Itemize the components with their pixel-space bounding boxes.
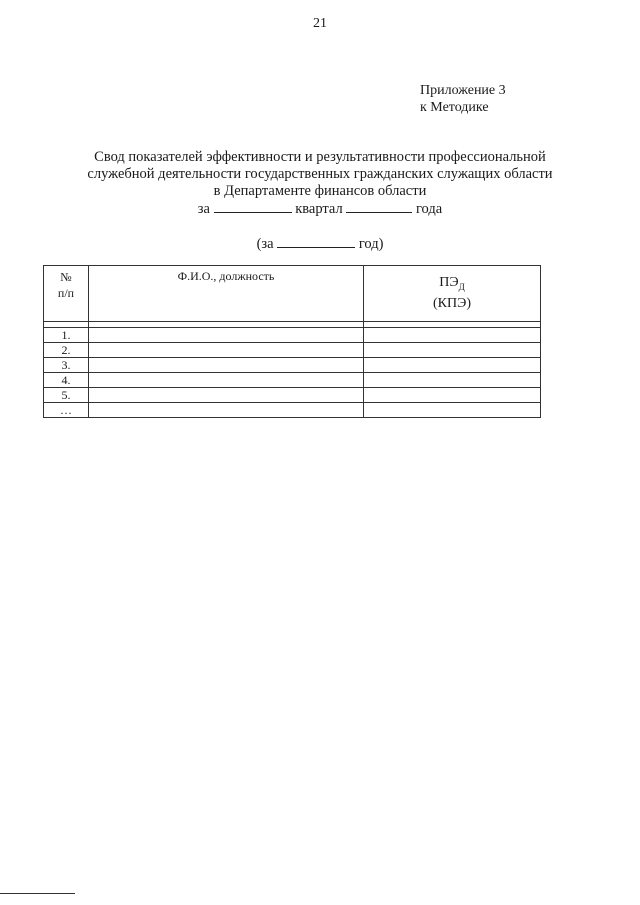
- row-number: …: [44, 403, 89, 418]
- page-number: 21: [313, 16, 327, 31]
- header-ped-kpe: (КПЭ): [432, 296, 471, 312]
- appendix-title: Приложение 3: [420, 83, 506, 98]
- row-number: 2.: [44, 343, 89, 358]
- title-line-3: в Департаменте финансов области: [213, 183, 427, 199]
- table-row: [44, 388, 541, 403]
- annual-period-line: [0, 235, 640, 253]
- row-name-cell: [89, 373, 364, 388]
- appendix-subtitle: к Методике: [420, 100, 489, 115]
- table-row: [44, 373, 541, 388]
- annual-prefix: (за: [256, 236, 274, 252]
- header-ped-sub: Д: [458, 281, 465, 292]
- row-name-cell: [89, 403, 364, 418]
- header-number: [44, 266, 89, 322]
- header-number-abbr: п/п: [57, 286, 75, 300]
- row-number: 4.: [44, 373, 89, 388]
- row-number: 5.: [44, 388, 89, 403]
- quarter-blank: [214, 200, 292, 213]
- title-line-1: Свод показателей эффективности и результативности профессиональной: [94, 149, 546, 165]
- footnote-separator: [0, 893, 75, 894]
- title-line-2: служебной деятельности государственных гражданских служащих области: [87, 166, 553, 182]
- table-row: [44, 358, 541, 373]
- row-number: 1.: [44, 328, 89, 343]
- header-name: Ф.И.О., должность: [89, 266, 364, 322]
- row-ped-cell: [364, 388, 541, 403]
- document-title: [40, 149, 600, 218]
- period-suffix: года: [415, 201, 443, 217]
- row-name-cell: [89, 343, 364, 358]
- header-ped: [364, 266, 541, 322]
- row-ped-cell: [364, 343, 541, 358]
- table-row: [44, 343, 541, 358]
- row-name-cell: [89, 328, 364, 343]
- period-middle: квартал: [295, 201, 343, 217]
- row-number: 3.: [44, 358, 89, 373]
- table-body: [44, 322, 541, 418]
- indicators-table: [43, 265, 541, 418]
- row-name-cell: [89, 358, 364, 373]
- header-number-symbol: №: [60, 270, 72, 284]
- header-ped-main: ПЭ: [439, 274, 459, 290]
- annual-year-blank: [277, 235, 355, 248]
- row-ped-cell: [364, 403, 541, 418]
- table-row: [44, 328, 541, 343]
- appendix-reference: [420, 82, 506, 116]
- period-line: [40, 200, 600, 218]
- row-ped-cell: [364, 358, 541, 373]
- annual-suffix: год): [358, 236, 384, 252]
- table-header-row: [44, 266, 541, 322]
- table-row: [44, 403, 541, 418]
- year-blank: [346, 200, 412, 213]
- row-ped-cell: [364, 328, 541, 343]
- row-ped-cell: [364, 373, 541, 388]
- period-prefix: за: [197, 201, 210, 217]
- row-name-cell: [89, 388, 364, 403]
